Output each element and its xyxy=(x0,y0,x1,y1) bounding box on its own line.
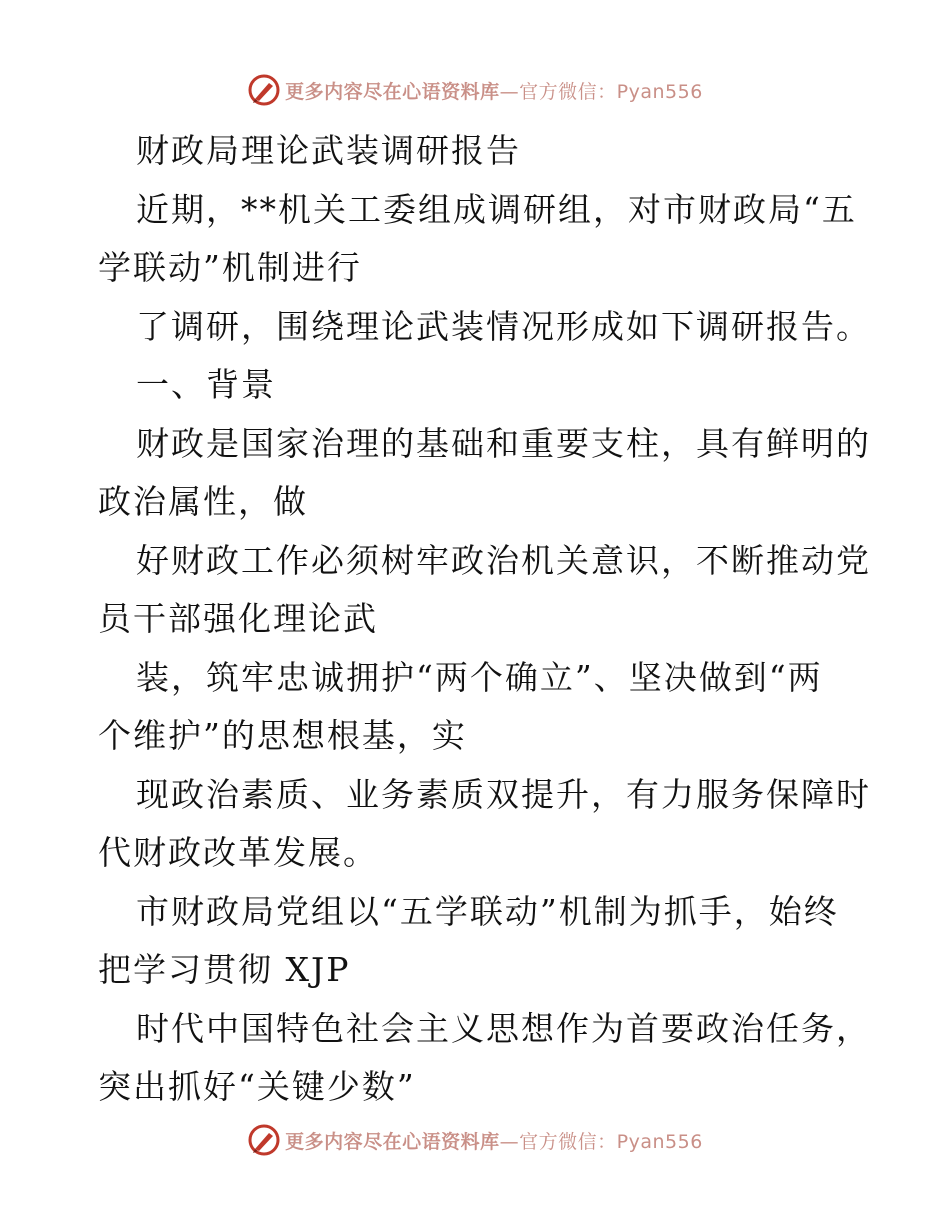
paragraph-line: 把学习贯彻 XJP xyxy=(98,950,351,989)
header-banner xyxy=(0,70,950,110)
paragraph-line: 代财政改革发展。 xyxy=(98,833,378,872)
document-body xyxy=(98,122,871,1117)
paragraph-line: 个维护”的思想根基，实 xyxy=(98,716,467,755)
paragraph-line: 现政治素质、业务素质双提升，有力服务保障时 xyxy=(136,774,871,814)
document-title: 财政局理论武装调研报告 xyxy=(136,131,521,170)
paragraph-line: 时代中国特色社会主义思想作为首要政治任务， xyxy=(136,1008,871,1048)
footer-banner xyxy=(0,1120,950,1160)
section-heading: 一、背景 xyxy=(136,365,276,404)
paragraph-line: 市财政局党组以“五学联动”机制为抓手，始终 xyxy=(136,891,839,931)
pen-logo-icon xyxy=(247,1123,281,1157)
paragraph-line: 近期，**机关工委组成调研组，对市财政局“五 xyxy=(136,189,857,229)
header-banner-text: 更多内容尽在心语资料库—官方微信：Pyan556 xyxy=(285,80,703,103)
footer-banner-text: 更多内容尽在心语资料库—官方微信：Pyan556 xyxy=(285,1130,703,1153)
paragraph-line: 员干部强化理论武 xyxy=(98,599,378,638)
paragraph-line: 好财政工作必须树牢政治机关意识，不断推动党 xyxy=(136,540,871,580)
paragraph-line: 了调研，围绕理论武装情况形成如下调研报告。 xyxy=(136,306,871,346)
paragraph-line: 政治属性，做 xyxy=(98,482,308,521)
paragraph-line: 装，筑牢忠诚拥护“两个确立”、坚决做到“两 xyxy=(136,657,823,697)
paragraph-line: 学联动”机制进行 xyxy=(98,248,362,287)
paragraph-line: 突出抓好“关键少数” xyxy=(98,1067,416,1106)
paragraph-line: 财政是国家治理的基础和重要支柱，具有鲜明的 xyxy=(136,423,871,463)
pen-logo-icon xyxy=(247,73,281,107)
